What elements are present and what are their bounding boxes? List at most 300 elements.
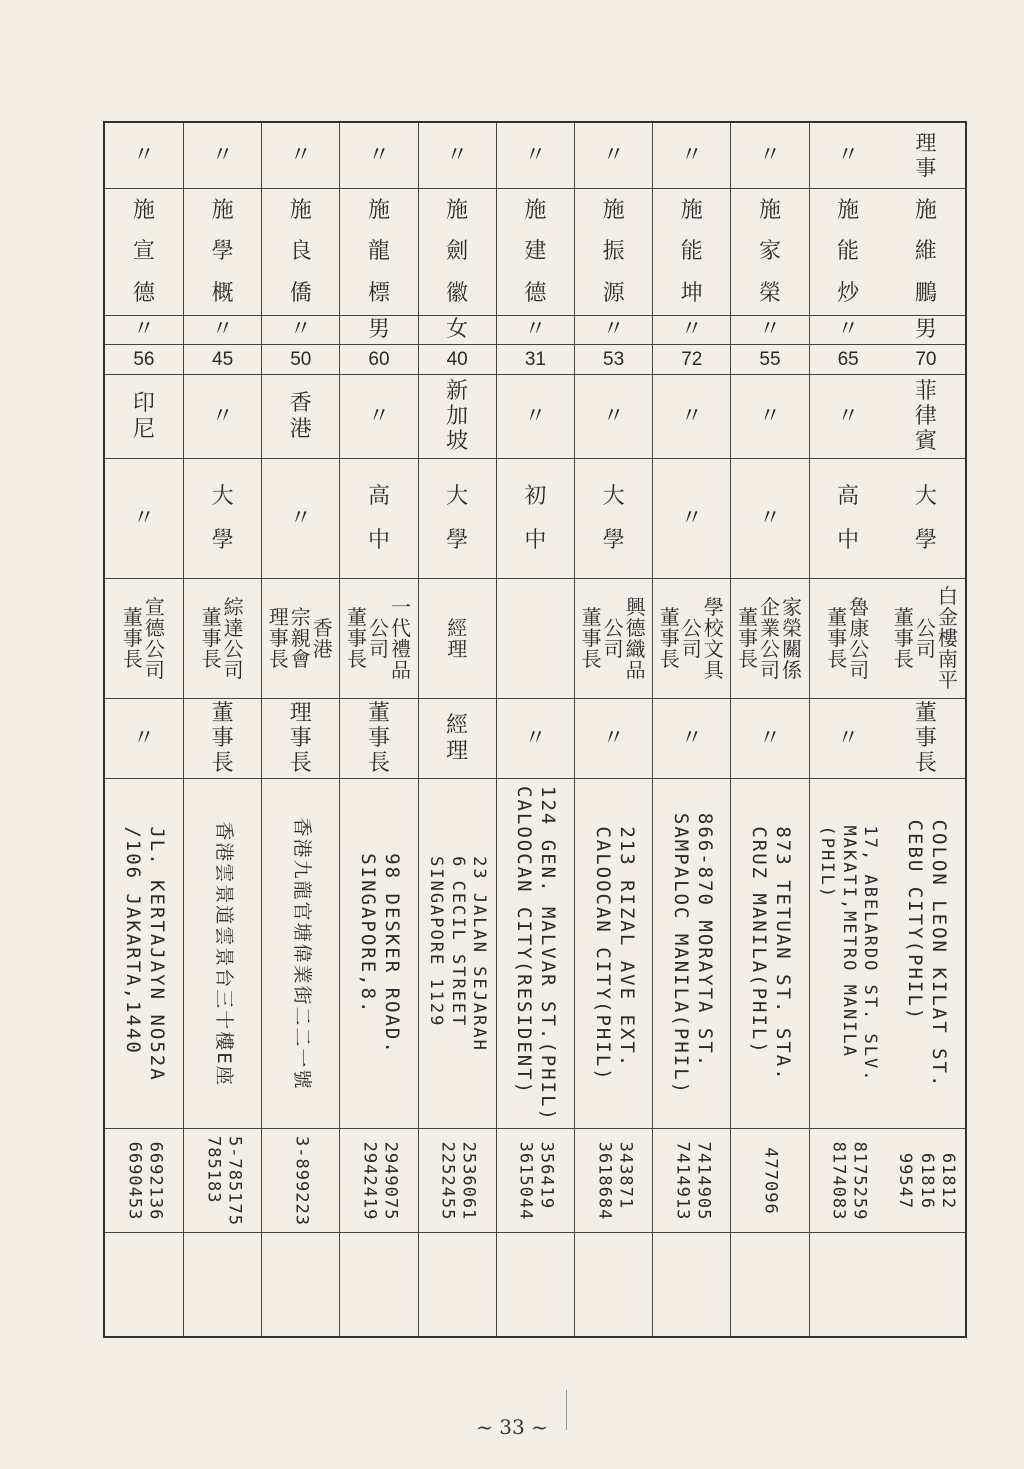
age-cell bbox=[262, 345, 339, 375]
glyph: 長 bbox=[914, 751, 937, 777]
sex-cell bbox=[184, 316, 261, 345]
glyph: 白 bbox=[937, 584, 958, 608]
phones-cell bbox=[262, 1129, 339, 1233]
glyph: 綜 bbox=[223, 594, 244, 619]
age-text: 31 bbox=[524, 348, 546, 370]
address-text: 124 GEN. MALVAR ST.(PHIL) CALOOCAN CITY(RESIDENT) bbox=[513, 785, 560, 1122]
glyph: 文 bbox=[703, 636, 724, 661]
glyph: 施 bbox=[602, 198, 625, 224]
position-text bbox=[419, 699, 496, 778]
name-text bbox=[184, 189, 261, 315]
glyph: 印 bbox=[132, 391, 155, 417]
company-line bbox=[625, 594, 646, 682]
name-cell bbox=[262, 189, 339, 316]
company-line bbox=[390, 594, 411, 682]
glyph: 平 bbox=[937, 668, 958, 692]
sex-text: 〃 bbox=[211, 317, 234, 343]
glyph: 長 bbox=[268, 647, 289, 671]
glyph: 施 bbox=[758, 198, 781, 224]
address-text: 香港九龍官塘偉業街二二一號 bbox=[290, 816, 313, 1091]
age-text: 53 bbox=[603, 348, 625, 370]
glyph: 代 bbox=[390, 615, 411, 640]
glyph: 振 bbox=[602, 239, 625, 265]
glyph: 宣 bbox=[144, 594, 165, 619]
name-cell bbox=[340, 189, 417, 316]
sex-cell bbox=[105, 316, 183, 345]
company-line bbox=[781, 594, 802, 682]
glyph: 中 bbox=[367, 527, 390, 553]
glyph: 學 bbox=[914, 527, 937, 553]
sex-text: 〃 bbox=[602, 317, 625, 343]
phones-cell bbox=[887, 1129, 965, 1233]
address-cell bbox=[731, 779, 808, 1129]
title-cell bbox=[575, 123, 652, 189]
age-cell bbox=[810, 345, 887, 375]
title-cell bbox=[731, 123, 808, 189]
age-cell bbox=[340, 345, 417, 375]
name-text bbox=[731, 189, 808, 315]
company-cell bbox=[497, 579, 574, 699]
position-cell bbox=[810, 699, 887, 779]
position-cell bbox=[105, 699, 183, 779]
education-text bbox=[575, 459, 652, 578]
position-text bbox=[810, 699, 887, 778]
age-text: 50 bbox=[290, 348, 312, 370]
glyph: 事 bbox=[581, 626, 602, 650]
country-cell bbox=[340, 375, 417, 459]
glyph: 施 bbox=[211, 198, 234, 224]
position-text bbox=[105, 699, 183, 778]
country-text bbox=[575, 375, 652, 458]
position-cell bbox=[262, 699, 339, 779]
glyph: 司 bbox=[849, 657, 870, 682]
glyph: 事 bbox=[289, 725, 312, 751]
member-column bbox=[183, 123, 261, 1336]
sex-cell bbox=[340, 316, 417, 345]
name-cell bbox=[653, 189, 730, 316]
name-text bbox=[497, 189, 574, 315]
company-line bbox=[269, 607, 289, 670]
sex-cell bbox=[810, 316, 887, 345]
glyph: 事 bbox=[122, 626, 143, 650]
glyph: 菲 bbox=[914, 378, 937, 404]
sex-text: 男 bbox=[914, 317, 937, 343]
glyph: 長 bbox=[346, 647, 367, 671]
glyph: 公 bbox=[223, 636, 244, 661]
glyph: 長 bbox=[211, 751, 234, 777]
position-cell bbox=[184, 699, 261, 779]
glyph: 大 bbox=[446, 484, 469, 510]
position-cell bbox=[653, 699, 730, 779]
glyph: 事 bbox=[367, 725, 390, 751]
glyph: 德 bbox=[144, 615, 165, 640]
glyph: 香 bbox=[312, 615, 333, 640]
company-cell bbox=[184, 579, 261, 699]
glyph: 家 bbox=[781, 594, 802, 619]
glyph: 事 bbox=[915, 155, 937, 180]
glyph: 中 bbox=[524, 527, 547, 553]
member-column bbox=[418, 123, 496, 1336]
glyph: 董 bbox=[581, 605, 602, 629]
sex-text: 〃 bbox=[289, 317, 312, 343]
name-text bbox=[887, 189, 965, 315]
position-cell bbox=[731, 699, 808, 779]
glyph: 禮 bbox=[390, 636, 411, 661]
glyph: 〃 bbox=[837, 403, 860, 429]
glyph: 公 bbox=[603, 615, 624, 640]
glyph: 司 bbox=[144, 657, 165, 682]
education-text bbox=[653, 459, 730, 578]
country-text bbox=[262, 375, 339, 458]
glyph: 大 bbox=[914, 484, 937, 510]
glyph: 宗 bbox=[290, 605, 311, 629]
glyph: 董 bbox=[893, 605, 914, 629]
country-text bbox=[731, 375, 808, 458]
glyph: 〃 bbox=[211, 403, 234, 429]
name-cell bbox=[575, 189, 652, 316]
sex-text: 〃 bbox=[680, 317, 703, 343]
company-line bbox=[312, 615, 333, 661]
name-cell bbox=[105, 189, 183, 316]
member-column bbox=[652, 123, 730, 1336]
glyph: 具 bbox=[703, 657, 724, 682]
company-line bbox=[123, 607, 143, 670]
name-cell bbox=[184, 189, 261, 316]
country-text bbox=[497, 375, 574, 458]
name-text bbox=[105, 189, 183, 315]
phones-cell bbox=[184, 1129, 261, 1233]
country-cell bbox=[262, 375, 339, 459]
glyph: 長 bbox=[289, 751, 312, 777]
glyph: 董 bbox=[367, 700, 390, 726]
glyph: 親 bbox=[290, 626, 311, 650]
glyph: 維 bbox=[914, 239, 937, 265]
glyph: 理 bbox=[447, 636, 468, 661]
age-text: 60 bbox=[368, 348, 390, 370]
company-text bbox=[262, 579, 339, 698]
glyph: 事 bbox=[346, 626, 367, 650]
glyph: 炒 bbox=[837, 280, 860, 306]
glyph: 標 bbox=[367, 280, 390, 306]
education-text bbox=[810, 459, 887, 578]
glyph: 〃 bbox=[680, 505, 703, 531]
glyph: 司 bbox=[915, 636, 936, 661]
company-line bbox=[202, 607, 222, 670]
company-text bbox=[731, 579, 808, 698]
country-text bbox=[340, 375, 417, 458]
position-cell bbox=[887, 699, 965, 779]
glyph: 〃 bbox=[758, 403, 781, 429]
glyph: 施 bbox=[837, 198, 860, 224]
name-text bbox=[810, 189, 887, 315]
age-cell bbox=[887, 345, 965, 375]
glyph: 施 bbox=[289, 198, 312, 224]
glyph: 學 bbox=[446, 527, 469, 553]
position-text bbox=[887, 699, 965, 778]
company-line bbox=[894, 607, 914, 670]
page-number: ~ 33 ~ bbox=[476, 1415, 548, 1439]
address-cell bbox=[497, 779, 574, 1129]
address-cell bbox=[105, 779, 183, 1129]
glyph: 概 bbox=[211, 280, 234, 306]
glyph: 律 bbox=[914, 403, 937, 429]
company-line bbox=[849, 594, 870, 682]
address-text: 香港雲景道雲景台三十樓E座 bbox=[212, 820, 235, 1087]
phones-cell bbox=[731, 1129, 808, 1233]
glyph: 龍 bbox=[367, 239, 390, 265]
title-text: 〃 bbox=[446, 142, 469, 168]
company-line bbox=[759, 594, 780, 682]
position-text bbox=[262, 699, 339, 778]
glyph: 尼 bbox=[132, 416, 155, 442]
glyph: 源 bbox=[602, 280, 625, 306]
phones-cell bbox=[340, 1129, 417, 1233]
title-text: 〃 bbox=[758, 142, 781, 168]
glyph: 品 bbox=[390, 657, 411, 682]
glyph: 高 bbox=[367, 484, 390, 510]
country-text bbox=[887, 375, 965, 458]
name-cell bbox=[497, 189, 574, 316]
position-text bbox=[731, 699, 808, 778]
glyph: 宣 bbox=[132, 239, 155, 265]
glyph: 長 bbox=[659, 647, 680, 671]
sex-text: 〃 bbox=[837, 317, 860, 343]
glyph: 〃 bbox=[132, 725, 155, 751]
company-line bbox=[447, 615, 468, 661]
glyph: 坡 bbox=[446, 429, 469, 455]
name-text bbox=[653, 189, 730, 315]
position-text bbox=[653, 699, 730, 778]
company-line bbox=[347, 607, 367, 670]
title-text: 〃 bbox=[602, 142, 625, 168]
title-cell bbox=[340, 123, 417, 189]
education-text bbox=[340, 459, 417, 578]
glyph: 公 bbox=[368, 615, 389, 640]
name-text bbox=[262, 189, 339, 315]
glyph: 樓 bbox=[937, 626, 958, 650]
glyph: 〃 bbox=[680, 725, 703, 751]
glyph: 〃 bbox=[367, 403, 390, 429]
phone-text: 477096 bbox=[760, 1146, 781, 1215]
glyph: 係 bbox=[781, 657, 802, 682]
address-cell bbox=[575, 779, 652, 1129]
sex-cell bbox=[262, 316, 339, 345]
glyph: 港 bbox=[312, 636, 333, 661]
member-table bbox=[103, 121, 967, 1338]
address-cell bbox=[653, 779, 730, 1129]
glyph: 施 bbox=[446, 198, 469, 224]
glyph: 事 bbox=[893, 626, 914, 650]
blank-cell bbox=[653, 1233, 730, 1336]
title-text: 〃 bbox=[680, 142, 703, 168]
address-cell bbox=[810, 779, 887, 1129]
glyph: 司 bbox=[681, 636, 702, 661]
edu-cell bbox=[810, 459, 887, 579]
company-cell bbox=[262, 579, 339, 699]
glyph: 事 bbox=[914, 725, 937, 751]
company-text bbox=[184, 579, 261, 698]
education-text bbox=[105, 459, 183, 578]
sex-text: 女 bbox=[446, 317, 469, 343]
glyph: 事 bbox=[268, 626, 289, 650]
edu-cell bbox=[653, 459, 730, 579]
country-cell bbox=[887, 375, 965, 459]
glyph: 〃 bbox=[524, 725, 547, 751]
glyph: 能 bbox=[837, 239, 860, 265]
sex-text: 〃 bbox=[758, 317, 781, 343]
company-line bbox=[827, 607, 847, 670]
member-column bbox=[496, 123, 574, 1336]
phones-cell bbox=[105, 1129, 183, 1233]
glyph: 事 bbox=[211, 725, 234, 751]
company-text bbox=[105, 579, 183, 698]
age-cell bbox=[575, 345, 652, 375]
country-cell bbox=[184, 375, 261, 459]
title-cell bbox=[497, 123, 574, 189]
company-line bbox=[291, 607, 311, 670]
country-text bbox=[810, 375, 887, 458]
age-text: 72 bbox=[681, 348, 703, 370]
country-cell bbox=[105, 375, 183, 459]
glyph: 司 bbox=[759, 657, 780, 682]
blank-cell bbox=[731, 1233, 808, 1336]
country-cell bbox=[810, 375, 887, 459]
address-text: 23 JALAN SEJARAH 6 CECIL STREET SINGAPORE 1129 bbox=[426, 855, 490, 1052]
address-text: 866-870 MORAYTA ST. SAMPALOC MANILA(PHIL) bbox=[669, 812, 716, 1095]
glyph: 德 bbox=[625, 615, 646, 640]
company-cell bbox=[810, 579, 887, 699]
position-cell bbox=[497, 699, 574, 779]
glyph: 理 bbox=[268, 605, 289, 629]
glyph: 坤 bbox=[680, 280, 703, 306]
glyph: 織 bbox=[625, 636, 646, 661]
glyph: 事 bbox=[201, 626, 222, 650]
glyph: 董 bbox=[737, 605, 758, 629]
name-text bbox=[419, 189, 496, 315]
education-text bbox=[887, 459, 965, 578]
glyph: 校 bbox=[703, 615, 724, 640]
country-text bbox=[184, 375, 261, 458]
glyph: 理 bbox=[446, 738, 469, 764]
glyph: 經 bbox=[447, 615, 468, 640]
country-cell bbox=[575, 375, 652, 459]
title-text: 〃 bbox=[132, 142, 155, 168]
address-text: 213 RIZAL AVE EXT. CALOOCAN CITY(PHIL) bbox=[591, 825, 638, 1082]
country-text bbox=[653, 375, 730, 458]
glyph: 康 bbox=[849, 615, 870, 640]
glyph: 學 bbox=[211, 527, 234, 553]
address-text: 873 TETUAN ST. STA. CRUZ MANILA(PHIL) bbox=[747, 825, 794, 1082]
glyph: 達 bbox=[223, 615, 244, 640]
position-text bbox=[184, 699, 261, 778]
glyph: 董 bbox=[201, 605, 222, 629]
age-cell bbox=[497, 345, 574, 375]
glyph: 鵬 bbox=[914, 280, 937, 306]
position-text bbox=[575, 699, 652, 778]
glyph: 理 bbox=[915, 131, 937, 156]
glyph: 〃 bbox=[602, 725, 625, 751]
glyph: 長 bbox=[122, 647, 143, 671]
address-cell bbox=[340, 779, 417, 1129]
glyph: 大 bbox=[211, 484, 234, 510]
education-text bbox=[731, 459, 808, 578]
phones-cell bbox=[575, 1129, 652, 1233]
glyph: 長 bbox=[737, 647, 758, 671]
age-cell bbox=[731, 345, 808, 375]
phone-text: 6692136 6690453 bbox=[123, 1141, 166, 1220]
company-text bbox=[653, 579, 730, 698]
member-column bbox=[730, 123, 808, 1336]
blank-cell bbox=[575, 1233, 652, 1336]
glyph: 〃 bbox=[680, 403, 703, 429]
edu-cell bbox=[497, 459, 574, 579]
phone-text: 7414905 7414913 bbox=[671, 1141, 714, 1220]
title-cell bbox=[184, 123, 261, 189]
member-column bbox=[339, 123, 417, 1336]
glyph: 公 bbox=[849, 636, 870, 661]
glyph: 徽 bbox=[446, 280, 469, 306]
phone-text: 3-899223 bbox=[291, 1135, 312, 1226]
sex-cell bbox=[887, 316, 965, 345]
address-cell bbox=[887, 779, 965, 1129]
company-cell bbox=[731, 579, 808, 699]
address-cell bbox=[184, 779, 261, 1129]
blank-cell bbox=[184, 1233, 261, 1336]
company-line bbox=[915, 615, 936, 661]
title-cell bbox=[887, 123, 965, 189]
glyph: 中 bbox=[837, 527, 860, 553]
company-line bbox=[144, 594, 165, 682]
edu-cell bbox=[575, 459, 652, 579]
blank-cell bbox=[340, 1233, 417, 1336]
glyph: 理 bbox=[289, 700, 312, 726]
company-cell bbox=[340, 579, 417, 699]
glyph: 公 bbox=[144, 636, 165, 661]
glyph: 一 bbox=[390, 594, 411, 619]
glyph: 〃 bbox=[524, 403, 547, 429]
glyph: 關 bbox=[781, 636, 802, 661]
company-cell bbox=[653, 579, 730, 699]
glyph: 學 bbox=[703, 594, 724, 619]
edu-cell bbox=[887, 459, 965, 579]
glyph: 榮 bbox=[758, 280, 781, 306]
member-column bbox=[574, 123, 652, 1336]
edu-cell bbox=[731, 459, 808, 579]
glyph: 家 bbox=[758, 239, 781, 265]
glyph: 南 bbox=[937, 647, 958, 671]
glyph: 董 bbox=[659, 605, 680, 629]
age-text: 55 bbox=[759, 348, 781, 370]
company-line bbox=[368, 615, 389, 661]
phones-cell bbox=[419, 1129, 496, 1233]
glyph: 學 bbox=[211, 239, 234, 265]
company-text bbox=[810, 579, 887, 698]
glyph: 劍 bbox=[446, 239, 469, 265]
company-text bbox=[887, 579, 965, 698]
glyph: 經 bbox=[446, 713, 469, 739]
sex-text: 〃 bbox=[524, 317, 547, 343]
education-text bbox=[419, 459, 496, 578]
address-text: COLON LEON KILAT ST. CEBU CITY(PHIL) bbox=[903, 819, 950, 1088]
glyph: 高 bbox=[837, 484, 860, 510]
phone-text: 343871 3618684 bbox=[593, 1141, 635, 1220]
company-line bbox=[582, 607, 602, 670]
glyph: 會 bbox=[290, 647, 311, 671]
sex-cell bbox=[653, 316, 730, 345]
position-text bbox=[497, 699, 574, 778]
glyph: 新 bbox=[446, 378, 469, 404]
company-text bbox=[497, 579, 574, 698]
